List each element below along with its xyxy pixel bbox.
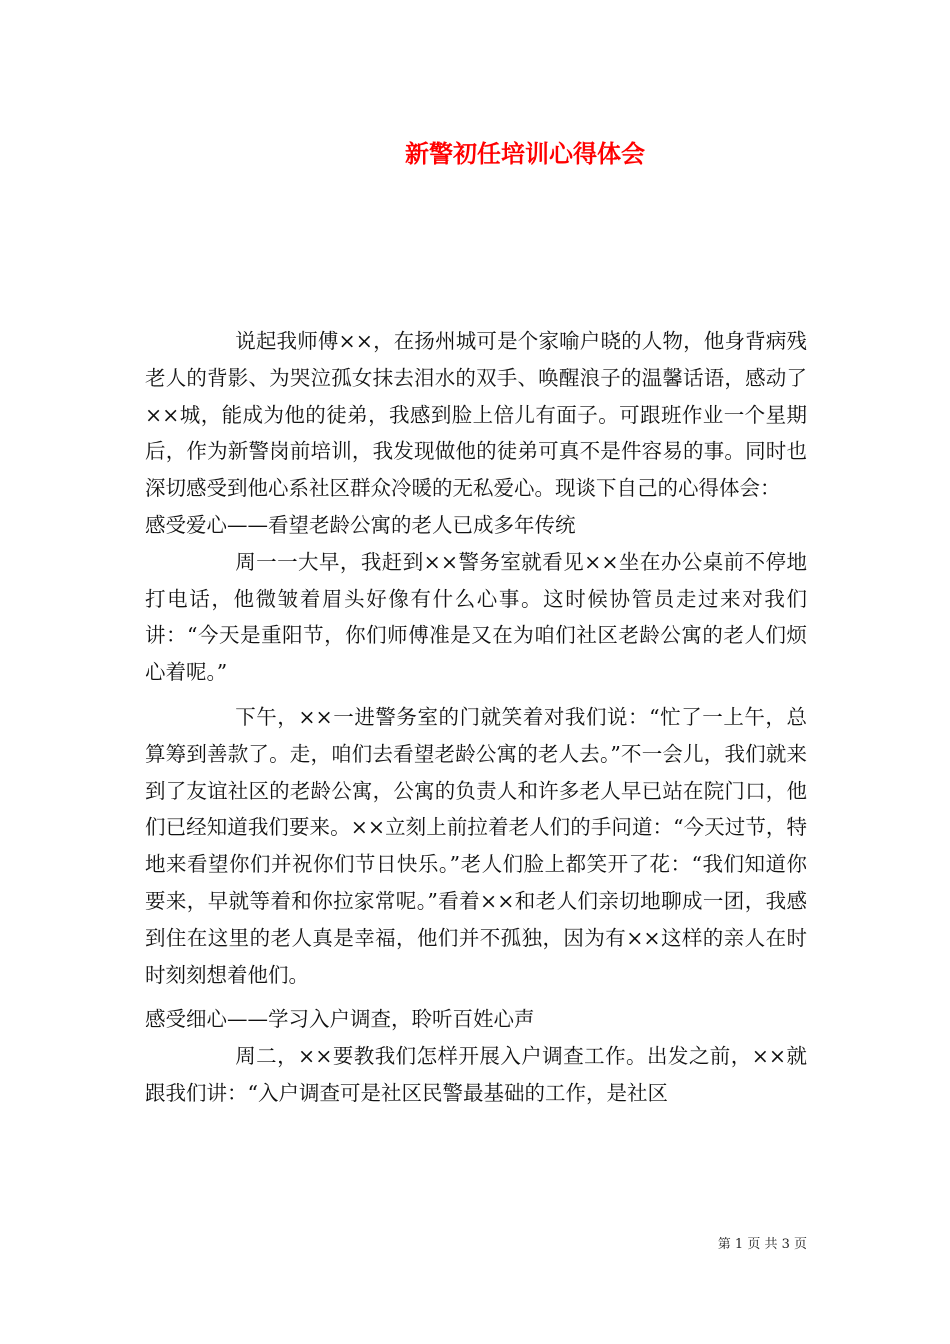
- page-number: 第 1 页 共 3 页: [717, 1237, 807, 1252]
- document-body: [145, 323, 807, 1112]
- paragraph-tuesday: 周二，××要教我们怎样开展入户调查工作。出发之前，××就跟我们讲：“入户调查可是社区民警最基础的工作，是社区: [145, 1044, 807, 1105]
- document-title: 新警初任培训心得体会: [405, 139, 645, 168]
- section-heading-love: 感受爱心——看望老龄公寓的老人已成多年传统: [145, 512, 576, 537]
- paragraph-intro: 说起我师傅××，在扬州城可是个家喻户晓的人物，他身背病残老人的背影、为哭泣孤女抹去泪水的双手、唤醒浪子的温馨话语，感动了××城，能成为他的徒弟，我感到脸上倍儿有面子。可跟班作业一个星期后，作为新警岗前培训，我发现做他的徒弟可真不是件容易的事。同时也深切感受到他心系社区群众冷暖的无私爱心。现谈下自己的心得体会：: [145, 329, 807, 501]
- section-heading-care: 感受细心——学习入户调查，聆听百姓心声: [145, 1007, 535, 1032]
- paragraph-monday: 周一一大早，我赶到××警务室就看见××坐在办公桌前不停地打电话，他微皱着眉头好像有什么心事。这时候协管员走过来对我们讲：“今天是重阳节，你们师傅准是又在为咱们社区老龄公寓的老人们烦心着呢。”: [145, 549, 807, 685]
- paragraph-afternoon: 下午，××一进警务室的门就笑着对我们说：“忙了一上午，总算筹到善款了。走，咱们去看望老龄公寓的老人去。”不一会儿，我们就来到了友谊社区的老龄公寓，公寓的负责人和许多老人早已站在院门口，他们已经知道我们要来。××立刻上前拉着老人们的手问道：“今天过节，特地来看望你们并祝你们节日快乐。”老人们脸上都笑开了花：“我们知道你要来，早就等着和你拉家常呢。”看着××和老人们亲切地聊成一团，我感到住在这里的老人真是幸福，他们并不孤独，因为有××这样的亲人在时时刻刻想着他们。: [145, 704, 807, 987]
